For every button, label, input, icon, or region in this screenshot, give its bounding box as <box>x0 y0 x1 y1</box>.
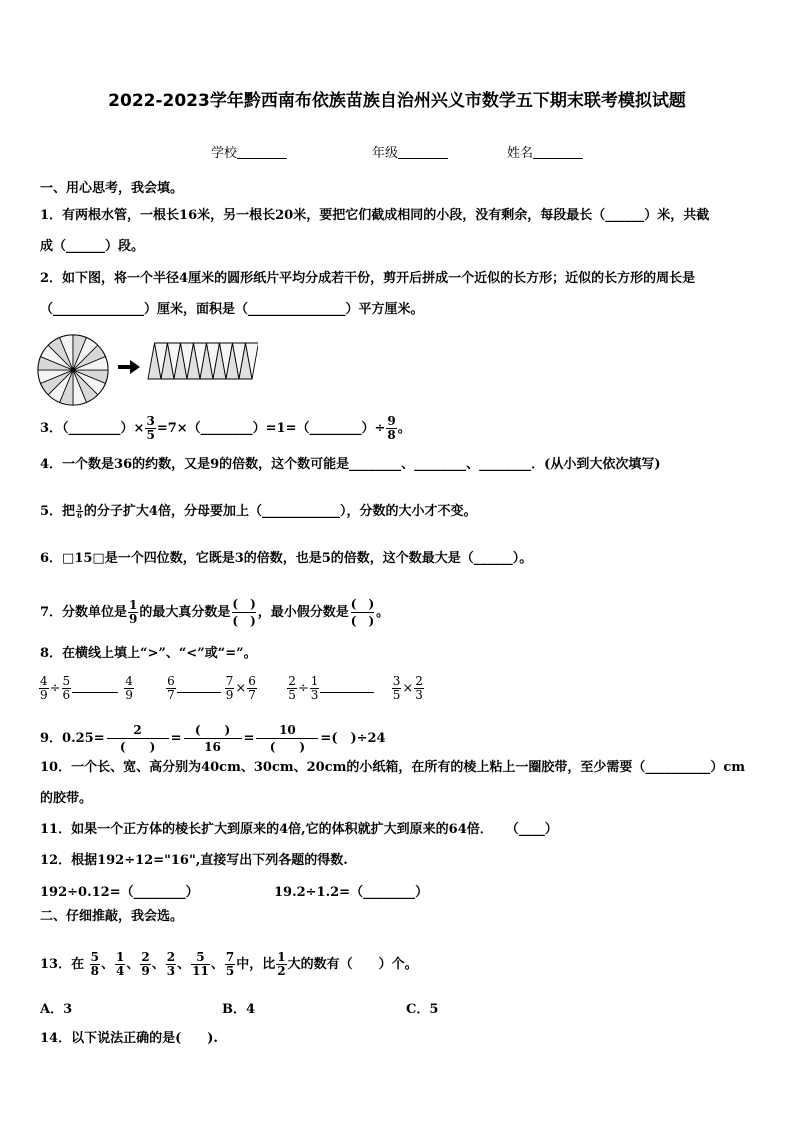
circle-sectors-figure <box>36 333 110 407</box>
q8-item-2: $\frac{6}{7}$ $\frac{7}{9}$ × $\frac{6}{7}$ <box>167 674 256 702</box>
name-label: 姓名 <box>507 146 534 161</box>
right-arrow-icon <box>118 360 140 374</box>
question-13: 13．在 $\frac{5}{8}$ 、 $\frac{1}{4}$ 、 $\frac{2}{9}$ 、 $\frac{2}{3}$ 、 $\frac{5}{11}$ 、 $\frac{7}{5}$ 中，比 $\frac{1}{2}$ 大的数有（ ）个。 <box>40 950 418 978</box>
grade-label: 年级 <box>372 146 399 161</box>
q8-item-1: $\frac{4}{9}$ ÷ $\frac{5}{6}$ $\frac{4}{9}$ <box>40 674 133 702</box>
question-4: 4．一个数是36的约数，又是9的倍数，这个数可能是________、________、________．(从小到大依次填写) <box>40 457 661 472</box>
question-7: 7．分数单位是 $\frac{1}{9}$ 的最大真分数是 ( ) ( ) ，最小假分数是 ( ) ( ) 。 <box>40 597 390 628</box>
q3-fraction-2: $\frac{9}{8}$ <box>387 414 396 442</box>
question-10-line-b: 的胶带。 <box>40 791 93 806</box>
question-2-line-a: 2．如下图，将一个半径4厘米的圆形纸片平均分成若干份，剪开后拼成一个近似的长方形；近似的长方形的周长是 <box>40 271 696 286</box>
q7-unit-fraction: $\frac{1}{9}$ <box>129 598 138 626</box>
option-c[interactable]: C．5 <box>406 1002 439 1017</box>
question-12-answer-2: 19.2÷1.2=（________） <box>274 885 429 900</box>
question-10-line-a: 10．一个长、宽、高分别为40cm、30cm、20cm的小纸箱，在所有的棱上粘上一圈胶带，至少需要（__________）cm <box>40 760 746 775</box>
question-2-line-b: （______________）厘米，面积是（_______________）平方厘米。 <box>40 302 424 317</box>
grade-field <box>372 142 448 161</box>
question-1-line-a: 1．有两根水管，一根长16米，另一根长20米，要把它们截成相同的小段，没有剩余，每段最长（______）米，共截 <box>40 208 710 223</box>
q7-answer-fraction-2[interactable]: ( ) ( ) <box>350 597 375 628</box>
q5-fraction: $\frac{5}{6}$ <box>77 503 82 520</box>
question-12-answer-1: 192÷0.12=（________） <box>40 885 199 900</box>
option-b[interactable]: B．4 <box>222 1002 256 1017</box>
question-14: 14．以下说法正确的是( ). <box>40 1031 218 1046</box>
q8-item-3: $\frac{2}{5}$ ÷ $\frac{1}{3}$ <box>286 681 374 696</box>
q9-fraction-3[interactable]: 10 ( ) <box>256 722 318 755</box>
section-1-heading: 一、用心思考，我会填。 <box>40 181 184 196</box>
name-blank[interactable] <box>533 145 583 159</box>
question-9: 9．0.25= 2 ( ) = ( ) 16 = 10 ( ) =( )÷24 <box>40 723 386 754</box>
q3-fraction-1: $\frac{3}{5}$ <box>146 414 155 442</box>
question-5: 5．把 $\frac{5}{6}$ 的分子扩大4倍，分母要加上（____________），分数的大小才不变。 <box>40 503 477 520</box>
q9-fraction-1[interactable]: 2 ( ) <box>107 722 169 755</box>
q8-blank-2[interactable] <box>177 680 221 693</box>
section-2-heading: 二、仔细推敲，我会选。 <box>40 909 184 924</box>
question-11: 11．如果一个正方体的棱长扩大到原来的4倍,它的体积就扩大到原来的64倍． （____） <box>40 822 558 837</box>
question-1-line-b: 成（______）段。 <box>40 239 145 254</box>
option-a[interactable]: A．3 <box>40 1002 73 1017</box>
question-3: 3．（________）× $\frac{3}{5}$ =7×（________）=1=（________）÷ $\frac{9}{8}$ 。 <box>40 414 411 442</box>
q8-item-4: $\frac{3}{5}$ × $\frac{2}{3}$ <box>392 674 423 702</box>
q9-fraction-2[interactable]: ( ) 16 <box>184 722 242 755</box>
question-6: 6．□15□是一个四位数，它既是3的倍数，也是5的倍数，这个数最大是（______）。 <box>40 551 533 566</box>
school-blank[interactable] <box>237 145 287 159</box>
name-field <box>507 142 583 161</box>
school-field <box>211 142 287 161</box>
q8-blank-1[interactable] <box>72 680 118 693</box>
school-label: 学校 <box>211 146 238 161</box>
page-title: 2022-2023学年黔西南布依族苗族自治州兴义市数学五下期末联考模拟试题 <box>108 91 686 111</box>
q7-answer-fraction-1[interactable]: ( ) ( ) <box>232 597 256 628</box>
rearranged-rectangle-figure <box>144 340 258 382</box>
question-8-text: 8．在横线上填上“>”、“<”或“=”。 <box>40 646 257 661</box>
question-8-items <box>38 675 425 702</box>
q8-blank-3[interactable] <box>320 680 374 693</box>
question-12-line-a: 12．根据192÷12="16",直接写出下列各题的得数. <box>40 853 348 868</box>
grade-blank[interactable] <box>398 145 448 159</box>
